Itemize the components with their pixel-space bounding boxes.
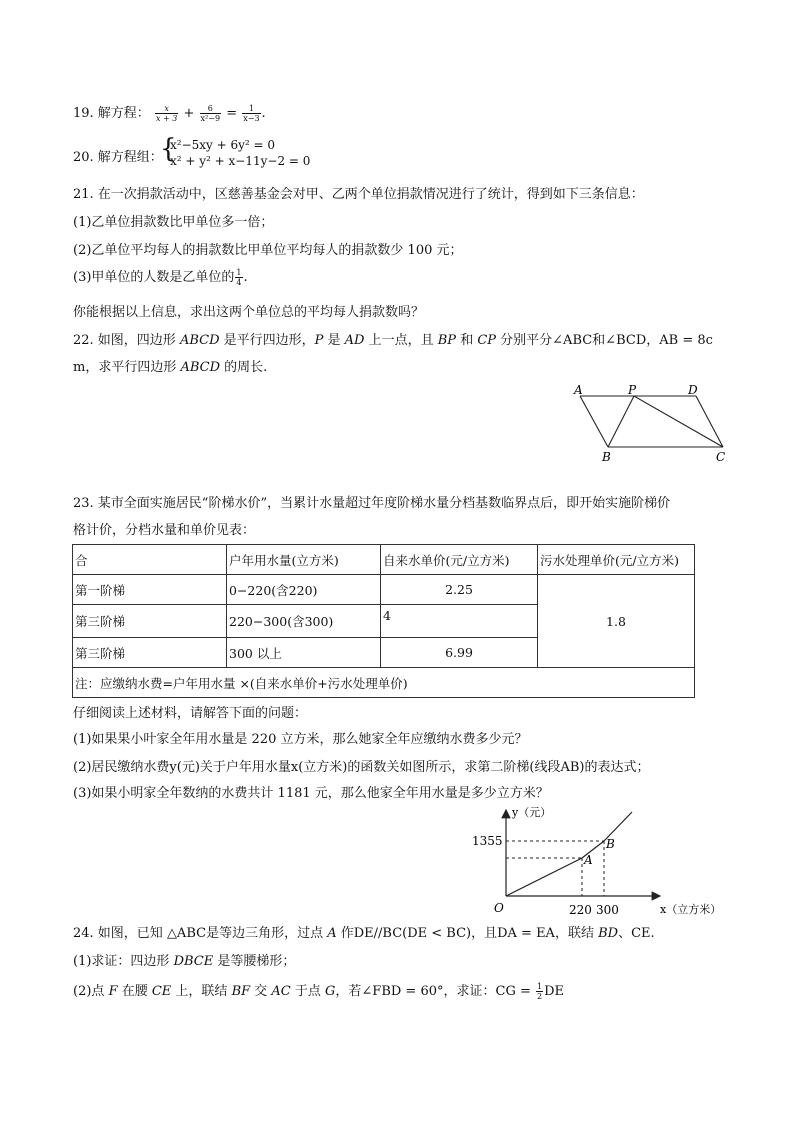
- q22-text-f: 分别平分∠ABC和∠BCD，AB = 8c: [496, 333, 713, 348]
- q23-sub-2: (2)居民缴纳水费y(元)关于户年用水量x(立方米)的函数关如图所示，求第二阶梯(线段AB)的表达式；: [73, 760, 650, 775]
- price-cell: 2.25: [381, 575, 538, 605]
- q24-f: F: [108, 984, 118, 999]
- q24-line-2: [73, 950, 295, 969]
- q24-a: A: [327, 926, 337, 941]
- q22-text-c: 是: [323, 333, 345, 348]
- q23-read: 仔细阅读上述材料，请解答下面的问题：: [73, 706, 308, 721]
- water-price-table: [72, 544, 695, 698]
- label-a: A: [574, 383, 583, 397]
- header-cell: 户年用水量(立方米): [227, 545, 381, 575]
- q22-line-1: [73, 329, 713, 348]
- q21-info-3-text: (3)甲单位的人数是乙单位的: [73, 270, 235, 285]
- q24-text-c: 、CE.: [618, 926, 655, 941]
- volume-cell: 220−300(含300): [227, 605, 381, 638]
- tier-cell: 第三阶梯: [73, 638, 227, 668]
- q22-cp: CP: [477, 333, 497, 348]
- header-cell: 自来水单价(元/立方米): [381, 545, 538, 575]
- q21-info-3: [73, 266, 248, 287]
- label-d: D: [688, 383, 698, 397]
- volume-cell: 0−220(含220): [227, 575, 381, 605]
- q22-abcd: ABCD: [179, 333, 220, 348]
- parallelogram-figure: [560, 378, 740, 468]
- q21-intro: 21. 在一次捐款活动中，区慈善基金会对甲、乙两个单位捐款情况进行了统计，得到如下三条信息：: [73, 187, 644, 202]
- q19-fraction-1: $\frac{x}{x + 3}$: [155, 104, 178, 123]
- segment-oa: [506, 858, 582, 896]
- q24-text-d: (1)求证：四边形: [73, 954, 174, 969]
- q20-label: 20. 解方程组：: [73, 150, 163, 165]
- q21-question: 你能根据以上信息，求出这两个单位总的平均每人捐款数吗？: [73, 305, 425, 320]
- table-header-row: [73, 545, 695, 575]
- q22-text-b: 是平行四边形，: [219, 333, 315, 348]
- q24-text-g: 在腰: [117, 984, 152, 999]
- q24-text-h: 上，联结: [171, 984, 232, 999]
- q24-g: G: [325, 984, 336, 999]
- question-20: [73, 140, 163, 165]
- q22-p: P: [314, 333, 324, 348]
- q23-line-2: 格计价，分档水量和单价见表：: [73, 523, 256, 538]
- table-note-row: [73, 668, 695, 698]
- y-tick-1355: 1355: [472, 834, 503, 848]
- q22-text-d: 上一点，且: [364, 333, 438, 348]
- q21-fraction: $\frac{1}{4}$: [236, 268, 242, 287]
- q19-equals: =: [226, 106, 238, 121]
- y-axis-label: y（元）: [512, 806, 552, 819]
- header-cell: 合: [73, 545, 227, 575]
- q20-equation-2: x² + y² + x−11y−2 = 0: [170, 154, 311, 168]
- water-fee-graph: [470, 804, 770, 919]
- q23-sub-3: (3)如果小明家全年数纳的水费共计 1181 元，那么他家全年用水量是多少立方米？: [73, 786, 549, 801]
- q20-equation-1: x²−5xy + 6y² = 0: [170, 138, 276, 152]
- q24-text-e: 是等腰梯形；: [213, 954, 296, 969]
- volume-cell: 300 以上: [227, 638, 381, 668]
- tier-cell: 第三阶梯: [73, 605, 227, 638]
- q24-fraction: $\frac{1}{2}$: [536, 982, 543, 1001]
- q24-dbce: DBCE: [173, 954, 214, 969]
- q22-text-a: 22. 如图，四边形: [73, 333, 180, 348]
- q21-info-2: (2)乙单位平均每人的捐款数比甲单位平均每人的捐款数少 100 元；: [73, 243, 463, 258]
- q24-ce: CE: [151, 984, 172, 999]
- q22-text-g: m，求平行四边形: [73, 360, 181, 375]
- q22-text-h: 的周长.: [220, 360, 268, 375]
- q24-text-j: 于点: [290, 984, 326, 999]
- price-cell: 6.99: [381, 638, 538, 668]
- q22-abcd-2: ABCD: [180, 360, 221, 375]
- q24-text-b: 作DE//BC(DE < BC)，且DA = EA，联结: [336, 926, 599, 941]
- q24-ac: AC: [271, 984, 291, 999]
- segment-bp: [608, 396, 634, 447]
- q20-system-brace: {: [160, 134, 177, 164]
- question-19: [73, 102, 266, 123]
- origin-label: O: [494, 901, 504, 915]
- q23-line-1: 23. 某市全面实施居民“阶梯水价”，当累计水量超过年度阶梯水量分档基数临界点后，即开始实施阶梯价: [73, 496, 671, 511]
- x-tick-300: 300: [596, 903, 619, 917]
- label-p: P: [628, 383, 637, 397]
- label-b: B: [602, 450, 611, 464]
- point-b-label: B: [606, 837, 615, 851]
- note-cell: 注：应缴纳水费=户年用水量 ×(自来水单价+污水处理单价): [73, 668, 695, 698]
- q22-bp: BP: [437, 333, 457, 348]
- q22-text-e: 和: [456, 333, 478, 348]
- q19-fraction-3: $\frac{1}{x-3}$: [243, 104, 260, 123]
- q24-text-a: 24. 如图，已知 △ABC是等边三角形，过点: [73, 926, 328, 941]
- price-cell: 4: [381, 605, 538, 638]
- table-row: [73, 575, 695, 605]
- q24-bd: BD: [598, 926, 619, 941]
- q21-info-3-end: .: [243, 270, 248, 285]
- q19-fraction-2: $\frac{6}{\text{x²−9}}$: [200, 104, 221, 123]
- q24-text-f: (2)点: [73, 984, 109, 999]
- q19-plus: +: [183, 106, 195, 121]
- point-a-label: A: [584, 853, 593, 867]
- sewage-price-cell: 1.8: [538, 575, 695, 668]
- q24-text-k: ，若∠FBD = 60°，求证：CG =: [335, 984, 535, 999]
- header-cell: 污水处理单价(元/立方米): [538, 545, 695, 575]
- q24-text-l: DE: [544, 984, 564, 999]
- label-c: C: [716, 450, 726, 464]
- q24-line-3: [73, 980, 564, 1001]
- q21-info-1: (1)乙单位捐款数比甲单位多一倍；: [73, 215, 274, 230]
- q24-text-i: 交: [250, 984, 272, 999]
- q19-label: 19. 解方程：: [73, 106, 150, 121]
- q22-ad: AD: [344, 333, 365, 348]
- x-tick-220: 220: [569, 903, 592, 917]
- q24-line-1: [73, 922, 655, 941]
- x-axis-label: x（立方米）: [660, 903, 722, 916]
- q22-line-2: [73, 356, 267, 375]
- edge-ab: [580, 396, 608, 447]
- q19-end: .: [261, 106, 266, 121]
- tier-cell: 第一阶梯: [73, 575, 227, 605]
- q24-bf: BF: [231, 984, 251, 999]
- q23-sub-1: (1)如果果小叶家全年用水量是 220 立方米，那么她家全年应缴纳水费多少元？: [73, 732, 528, 747]
